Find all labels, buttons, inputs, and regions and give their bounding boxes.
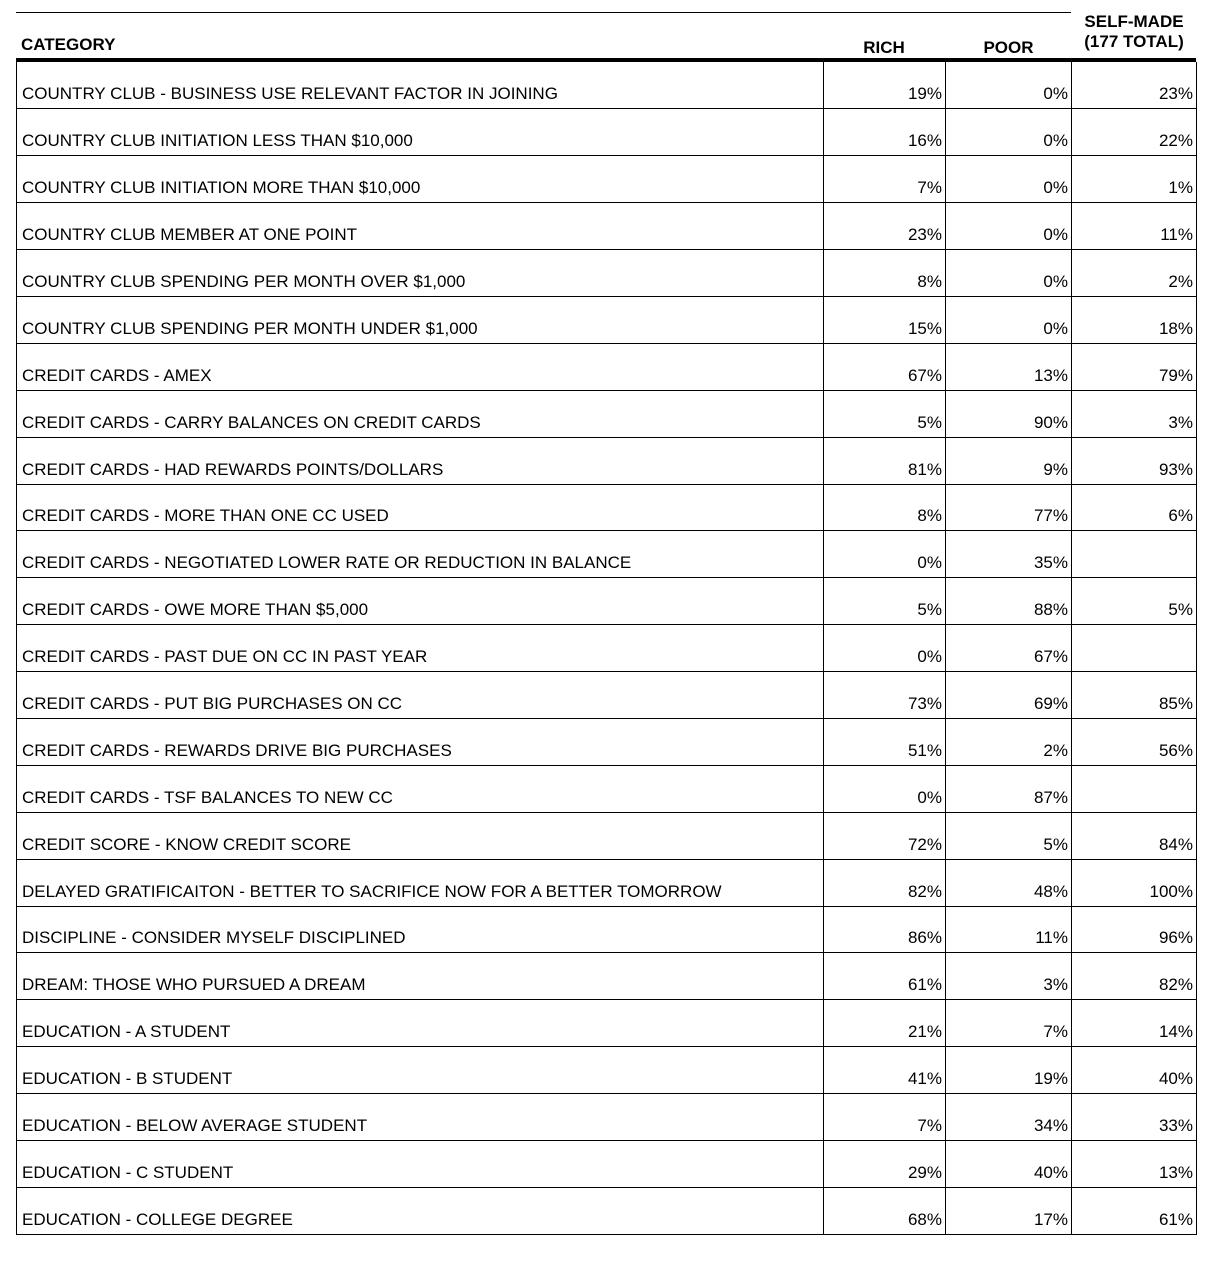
table-header [16,12,1196,58]
cell-rich: 0% [824,625,946,672]
cell-poor: 2% [946,718,1072,765]
header-poor: POOR [983,38,1034,57]
cell-self-made: 23% [1072,62,1197,109]
cell-self-made: 5% [1072,578,1197,625]
cell-poor: 11% [946,906,1072,953]
cell-category: DREAM: THOSE WHO PURSUED A DREAM [17,953,824,1000]
cell-rich: 7% [824,1094,946,1141]
table-row [17,437,1197,484]
cell-self-made: 22% [1072,109,1197,156]
cell-self-made: 3% [1072,390,1197,437]
cell-poor: 0% [946,296,1072,343]
table-row [17,531,1197,578]
table-row [17,203,1197,250]
cell-self-made: 79% [1072,343,1197,390]
cell-rich: 51% [824,718,946,765]
table-row [17,812,1197,859]
cell-poor: 35% [946,531,1072,578]
cell-poor: 67% [946,625,1072,672]
table-row [17,1187,1197,1234]
table-row [17,1094,1197,1141]
table-row [17,109,1197,156]
cell-rich: 16% [824,109,946,156]
cell-rich: 23% [824,203,946,250]
table-row [17,390,1197,437]
cell-poor: 40% [946,1140,1072,1187]
data-table [16,62,1196,1259]
cell-poor: 7% [946,1000,1072,1047]
cell-rich: 29% [824,1140,946,1187]
cell-rich: 61% [824,953,946,1000]
header-self-made-line1: SELF-MADE [1084,12,1184,31]
cell-poor: 69% [946,672,1072,719]
cell-rich: 0% [824,531,946,578]
cell-self-made: 11% [1072,203,1197,250]
cell-category: CREDIT CARDS - CARRY BALANCES ON CREDIT CARDS [17,390,824,437]
cell-poor: 0% [946,62,1072,109]
cell-category: CREDIT CARDS - OWE MORE THAN $5,000 [17,578,824,625]
cell-category: EDUCATION - BELOW AVERAGE STUDENT [17,1094,824,1141]
cell-self-made: 2% [1072,250,1197,297]
table-body [17,62,1197,1234]
cell-category: DISCIPLINE - CONSIDER MYSELF DISCIPLINED [17,906,824,953]
cell-category: CREDIT CARDS - REWARDS DRIVE BIG PURCHASES [17,718,824,765]
cell-poor: 5% [946,812,1072,859]
cell-category: CREDIT CARDS - AMEX [17,343,824,390]
cell-self-made: 84% [1072,812,1197,859]
cell-category: EDUCATION - A STUDENT [17,1000,824,1047]
table-row [17,953,1197,1000]
cell-self-made: 13% [1072,1140,1197,1187]
cell-rich: 72% [824,812,946,859]
cell-poor: 88% [946,578,1072,625]
cell-category: COUNTRY CLUB SPENDING PER MONTH UNDER $1,000 [17,296,824,343]
header-category: CATEGORY [21,35,116,54]
cell-rich: 82% [824,859,946,906]
cell-category: CREDIT CARDS - HAD REWARDS POINTS/DOLLARS [17,437,824,484]
table-row [17,906,1197,953]
cell-rich: 86% [824,906,946,953]
table-row [17,156,1197,203]
cell-self-made: 61% [1072,1187,1197,1234]
cell-self-made: 40% [1072,1047,1197,1094]
cell-poor: 9% [946,437,1072,484]
table-row [17,765,1197,812]
cell-self-made [1072,625,1197,672]
table-row [17,1000,1197,1047]
cell-category: CREDIT CARDS - NEGOTIATED LOWER RATE OR REDUCTION IN BALANCE [17,531,824,578]
table-row [17,578,1197,625]
cell-category: EDUCATION - C STUDENT [17,1140,824,1187]
table-row [17,484,1197,531]
table-row [17,250,1197,297]
cell-category: COUNTRY CLUB INITIATION MORE THAN $10,000 [17,156,824,203]
cell-rich: 15% [824,296,946,343]
table-row [17,343,1197,390]
cell-poor: 0% [946,250,1072,297]
cell-rich: 81% [824,437,946,484]
cell-category: CREDIT CARDS - PAST DUE ON CC IN PAST YEAR [17,625,824,672]
cell-rich: 73% [824,672,946,719]
cell-poor: 77% [946,484,1072,531]
cell-category: CREDIT SCORE - KNOW CREDIT SCORE [17,812,824,859]
header-rich: RICH [863,38,905,57]
cell-category: EDUCATION - COLLEGE DEGREE [17,1187,824,1234]
cell-poor: 48% [946,859,1072,906]
cell-rich: 67% [824,343,946,390]
table-row [17,718,1197,765]
cell-category: COUNTRY CLUB - BUSINESS USE RELEVANT FACTOR IN JOINING [17,62,824,109]
cell-category: DELAYED GRATIFICAITON - BETTER TO SACRIFICE NOW FOR A BETTER TOMORROW [17,859,824,906]
cell-category: CREDIT CARDS - PUT BIG PURCHASES ON CC [17,672,824,719]
cell-category: COUNTRY CLUB MEMBER AT ONE POINT [17,203,824,250]
cell-rich: 5% [824,390,946,437]
cell-rich: 5% [824,578,946,625]
cell-poor: 0% [946,203,1072,250]
cell-poor: 0% [946,156,1072,203]
cell-rich: 7% [824,156,946,203]
cell-poor: 17% [946,1187,1072,1234]
cell-rich: 21% [824,1000,946,1047]
header-self-made [1074,12,1194,52]
cell-self-made: 18% [1072,296,1197,343]
cell-self-made: 6% [1072,484,1197,531]
cell-self-made: 1% [1072,156,1197,203]
cell-self-made: 85% [1072,672,1197,719]
cell-category: COUNTRY CLUB SPENDING PER MONTH OVER $1,000 [17,250,824,297]
table-row [17,859,1197,906]
cell-rich: 19% [824,62,946,109]
cell-self-made: 96% [1072,906,1197,953]
table-row [17,625,1197,672]
table-row [17,672,1197,719]
cell-self-made: 33% [1072,1094,1197,1141]
cell-self-made: 82% [1072,953,1197,1000]
table-row [17,62,1197,109]
cell-self-made [1072,765,1197,812]
cell-category: CREDIT CARDS - TSF BALANCES TO NEW CC [17,765,824,812]
cell-category: CREDIT CARDS - MORE THAN ONE CC USED [17,484,824,531]
cell-rich: 68% [824,1187,946,1234]
cell-poor: 34% [946,1094,1072,1141]
cell-rich: 41% [824,1047,946,1094]
cell-poor: 3% [946,953,1072,1000]
table-row [17,1140,1197,1187]
cell-poor: 0% [946,109,1072,156]
cell-self-made: 14% [1072,1000,1197,1047]
cell-category: EDUCATION - B STUDENT [17,1047,824,1094]
cell-self-made: 100% [1072,859,1197,906]
cell-rich: 8% [824,250,946,297]
cell-self-made: 93% [1072,437,1197,484]
cell-poor: 13% [946,343,1072,390]
cell-poor: 90% [946,390,1072,437]
cell-poor: 19% [946,1047,1072,1094]
cell-rich: 0% [824,765,946,812]
cell-self-made: 56% [1072,718,1197,765]
table-row [17,296,1197,343]
cell-poor: 87% [946,765,1072,812]
header-self-made-line2: (177 TOTAL) [1084,32,1184,51]
cell-category: COUNTRY CLUB INITIATION LESS THAN $10,000 [17,109,824,156]
table-row [17,1047,1197,1094]
cell-self-made [1072,531,1197,578]
cell-rich: 8% [824,484,946,531]
